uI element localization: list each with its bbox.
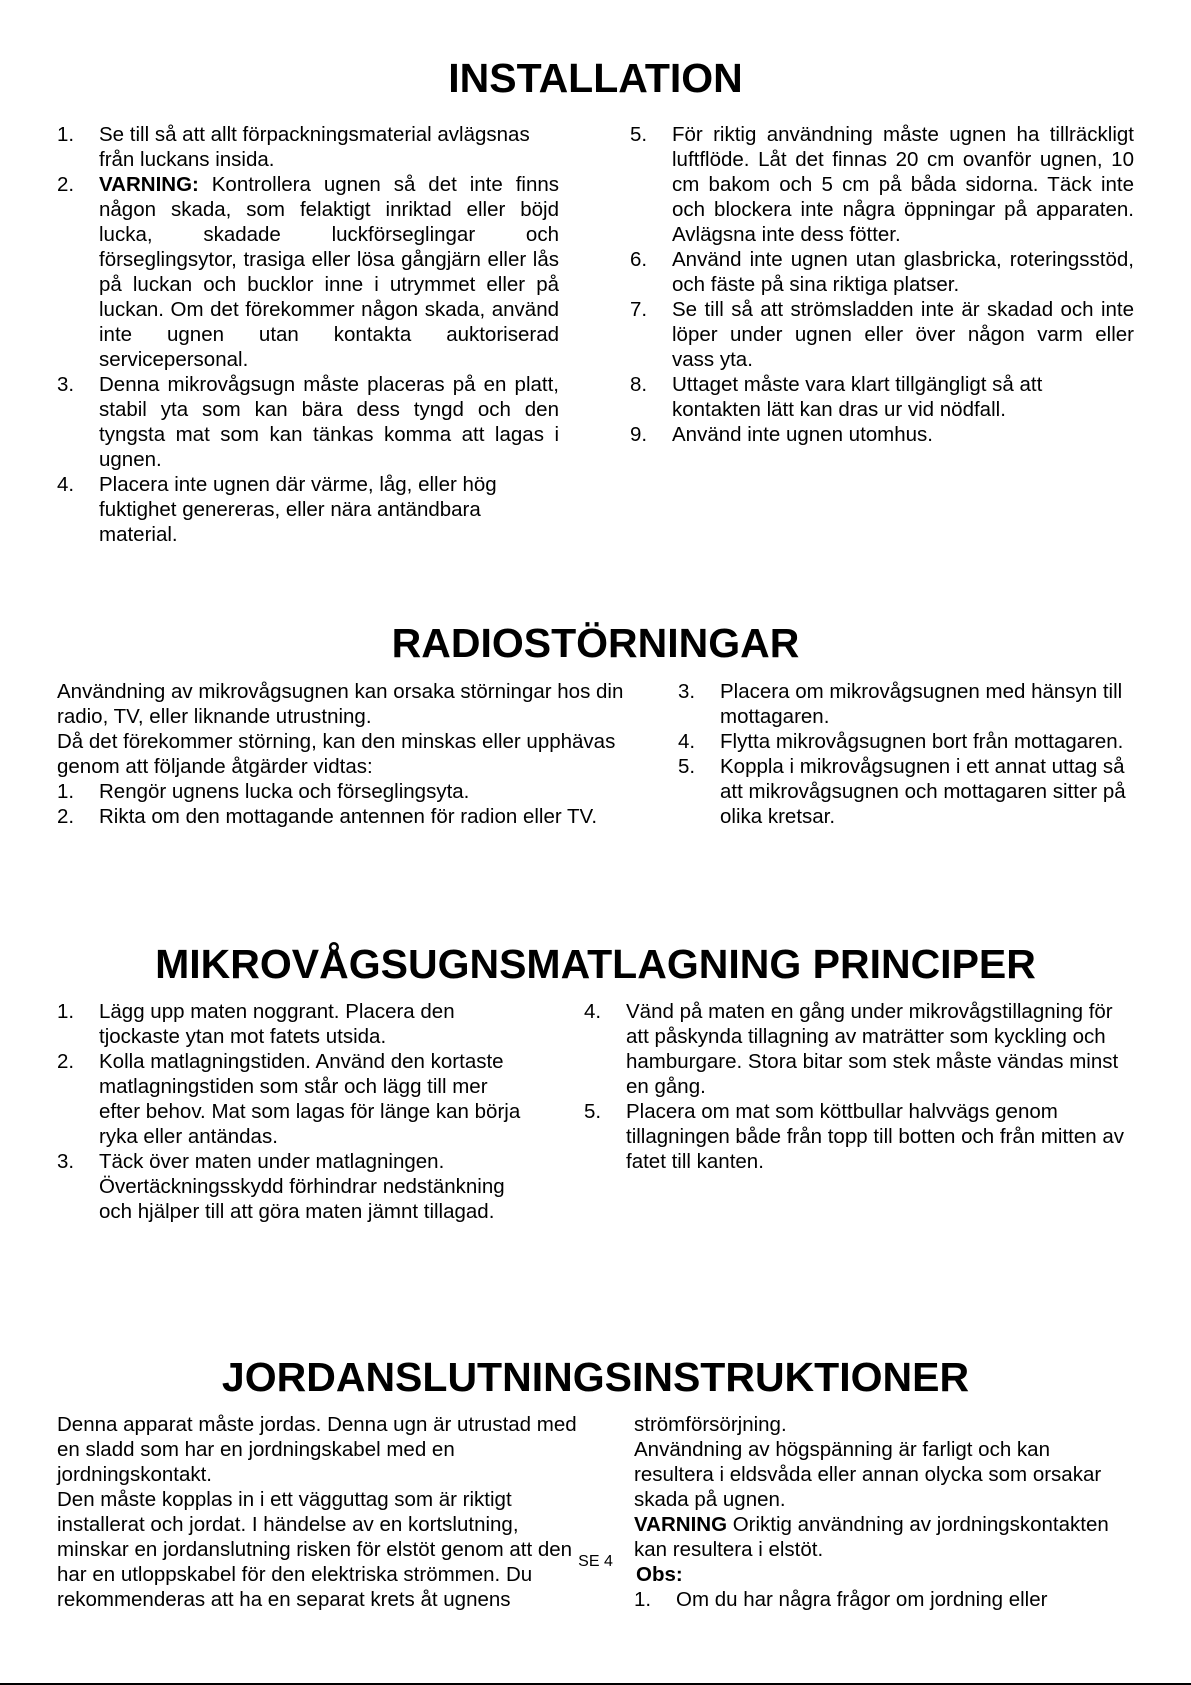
grounding-right-column — [634, 1412, 1134, 1612]
list-item: 8. Uttaget måste vara klart tillgängligt så att kontakten lätt kan dras ur vid nödfall. — [630, 373, 1043, 421]
grounding-section — [57, 1354, 1134, 1612]
grounding-paragraph: Denna apparat måste jordas. Denna ugn är utrustad med en sladd som har en jordningskabel med en jordningskontakt. — [57, 1413, 577, 1486]
installation-left-column — [57, 122, 559, 547]
radio-title: RADIOSTÖRNINGAR — [391, 620, 800, 666]
list-item: 2. Kolla matlagningstiden. Använd den kortaste matlagningstiden som står och lägg till mer efter behov. Mat som lagas för länge kan börja ryka eller antändas. — [57, 1050, 521, 1148]
list-item: 5. För riktig användning måste ugnen ha tillräckligt luftflöde. Låt det finnas 20 cm ovanför ugnen, 10 cm bakom och 5 cm på båda sidorna. Täck inte och blockera inte några öppningar på apparaten. Avlägsna inte dess fötter. — [630, 123, 1134, 246]
principles-right-column — [584, 999, 1134, 1224]
grounding-warning: VARNING Oriktig användning av jordningskontakten kan resultera i elstöt. — [634, 1513, 1109, 1561]
grounding-paragraph: strömförsörjning. — [634, 1413, 787, 1436]
list-item: 1. Rengör ugnens lucka och förseglingsyta. — [57, 780, 470, 803]
radio-left-column — [57, 679, 647, 829]
installation-section — [57, 55, 1134, 547]
list-item: 5. Placera om mat som köttbullar halvvägs genom tillagningen både från topp till botten och från mitten av fatet till kanten. — [584, 1100, 1125, 1173]
list-item: 7. Se till så att strömsladden inte är skadad och inte löper under ugnen eller över någon varm eller vass yta. — [630, 298, 1134, 371]
list-item: 3. Denna mikrovågsugn måste placeras på en platt, stabil yta som kan bära dess tyngd och den tyngsta mat som kan tänkas komma att lagas i ugnen. — [57, 373, 559, 471]
list-item: 1. Se till så att allt förpackningsmaterial avlägsnas från luckans insida. — [57, 123, 530, 171]
obs-label: Obs: — [636, 1563, 683, 1586]
radio-intro: Användning av mikrovågsugnen kan orsaka störningar hos din radio, TV, eller liknande utrustning. — [57, 680, 624, 728]
list-item: 3. Täck över maten under matlagningen. Övertäckningsskydd förhindrar nedstänkning och hjälper till att göra maten jämnt tillagad. — [57, 1150, 505, 1223]
installation-right-column — [630, 122, 1134, 547]
list-item: 2. VARNING: Kontrollera ugnen så det inte finns någon skada, som felaktigt inriktad eller böjd lucka, skadade luckförseglingar och förseglingsytor, trasiga eller lösa gångjärn eller lås på luckan och bucklor inne i utrymmet eller på luckan. Om det förekommer någon skada, använd inte ugnen utan kontakta auktoriserad servicepersonal. — [57, 173, 559, 371]
radio-section — [57, 620, 1134, 829]
radio-right-column — [678, 679, 1134, 829]
list-item: 4. Placera inte ugnen där värme, låg, eller hög fuktighet genereras, eller nära antändbara material. — [57, 473, 497, 546]
grounding-paragraph: Användning av högspänning är farligt och kan resultera i eldsvåda eller annan olycka som orsakar skada på ugnen. — [634, 1438, 1102, 1511]
grounding-title: JORDANSLUTNINGSINSTRUKTIONER — [221, 1354, 970, 1400]
principles-left-column — [57, 999, 529, 1224]
list-item: 6. Använd inte ugnen utan glasbricka, roteringsstöd, och fäste på sina riktiga platser. — [630, 248, 1134, 296]
list-item: 5. Koppla i mikrovågsugnen i ett annat uttag så att mikrovågsugnen och mottagaren sitter på olika kretsar. — [678, 755, 1126, 828]
list-item: 3. Placera om mikrovågsugnen med hänsyn till mottagaren. — [678, 680, 1123, 728]
list-item: 1. Lägg upp maten noggrant. Placera den tjockaste ytan mot fatets utsida. — [57, 1000, 455, 1048]
list-item: 9. Använd inte ugnen utomhus. — [630, 423, 933, 446]
list-item: 4. Flytta mikrovågsugnen bort från mottagaren. — [678, 730, 1124, 753]
list-item: 2. Rikta om den mottagande antennen för radion eller TV. — [57, 805, 598, 828]
page-number: SE 4 — [578, 1553, 613, 1570]
principles-title: MIKROVÅGSUGNSMATLAGNING PRINCIPER — [155, 941, 1036, 987]
warning-label: VARNING — [634, 1513, 728, 1536]
principles-section — [57, 941, 1134, 1224]
list-item: 1. Om du har några frågor om jordning eller — [634, 1588, 1048, 1611]
installation-title: INSTALLATION — [448, 55, 743, 101]
grounding-paragraph: Den måste kopplas in i ett vägguttag som är riktigt installerat och jordat. I händelse av en kortslutning, minskar en jordanslutning risken för elstöt genom att den har en utloppskabel för den elektriska strömmen. Du rekommenderas att ha en separat krets åt ugnens — [57, 1488, 573, 1611]
grounding-left-column — [57, 1412, 587, 1612]
radio-intro: Då det förekommer störning, kan den minskas eller upphävas genom att följande åtgärder vidtas: — [57, 730, 616, 778]
list-item: 4. Vänd på maten en gång under mikrovågstillagning för att påskynda tillagning av maträtter som kyckling och hamburgare. Stora bitar som stek måste vändas minst en gång. — [584, 1000, 1119, 1098]
